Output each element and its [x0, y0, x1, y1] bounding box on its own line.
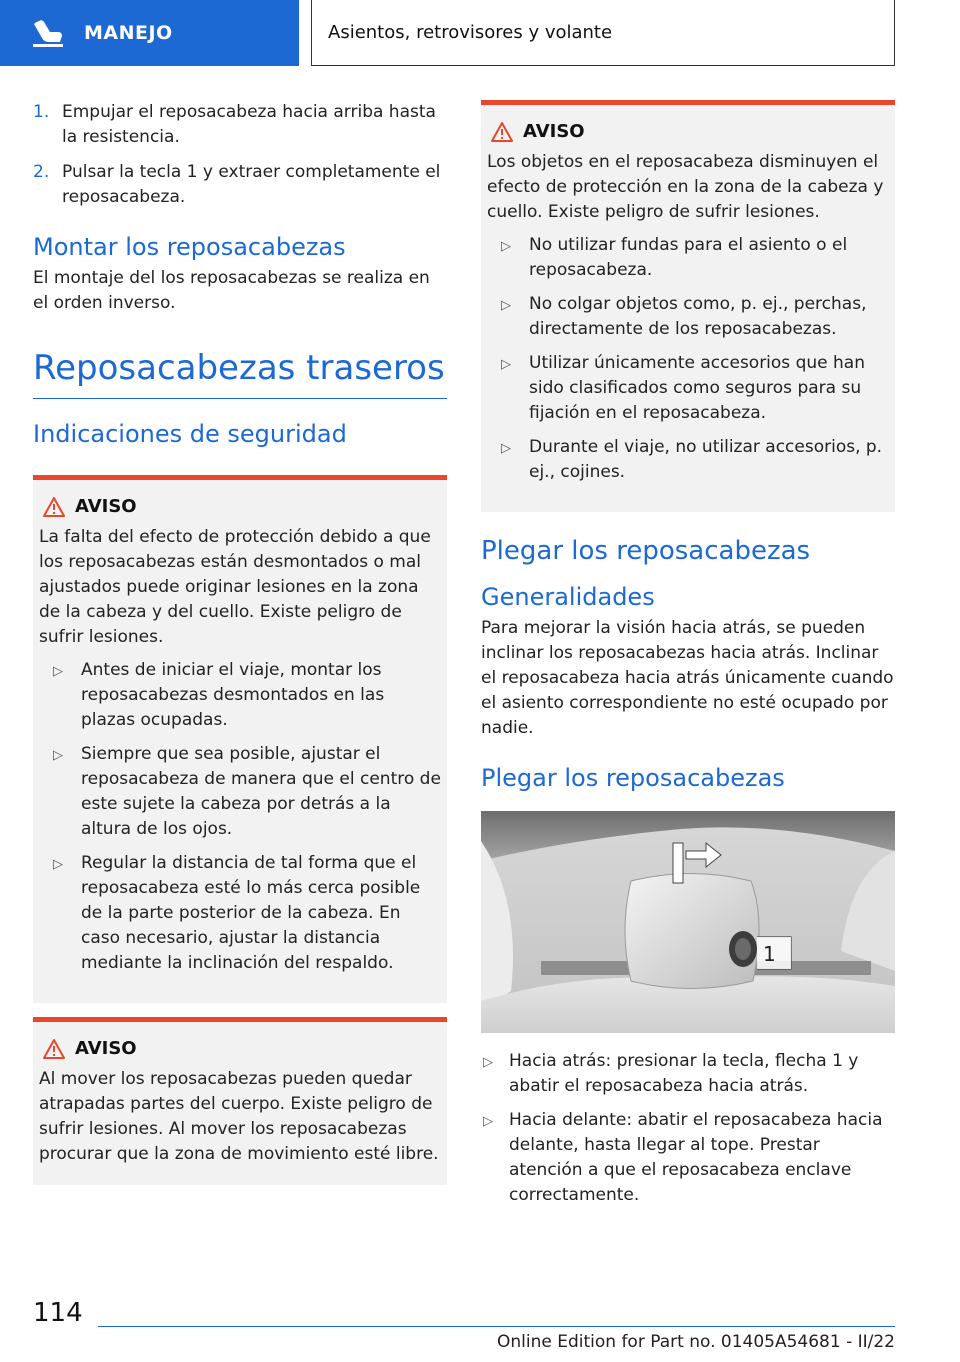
bullet-triangle-icon: ▷	[501, 239, 511, 254]
warning-box-2	[33, 1017, 447, 1185]
list-item-text: Hacia atrás: presionar la tecla, flecha 1 y abatir el reposacabeza hacia atrás.	[509, 1051, 859, 1096]
breadcrumb-box	[311, 0, 895, 66]
step-2	[33, 160, 447, 210]
step-text: Pulsar la tecla 1 y extraer completamente el reposacabeza.	[62, 162, 441, 207]
right-column	[481, 100, 895, 1217]
list-item	[481, 1049, 895, 1099]
warning-body: La falta del efecto de protección debido a que los reposacabezas están desmontados o mal ajustados puede originar lesiones en la zona de la cabeza y del cuello. Existe peligro de sufrir lesiones.	[39, 527, 431, 647]
warning-body: Al mover los reposacabezas pueden quedar atrapadas partes del cuerpo. Existe peligro de sufrir lesiones. Al mover los reposacabezas procurar que la zona de movimiento esté libre.	[39, 1069, 439, 1164]
page-number: 114	[33, 1298, 83, 1328]
bullet-triangle-icon: ▷	[53, 748, 63, 763]
warning-list	[39, 658, 441, 976]
bullet-triangle-icon: ▷	[483, 1055, 493, 1070]
list-item-text: Utilizar únicamente accesorios que han sido clasificados como seguros para su fijación en el reposacabeza.	[529, 353, 865, 423]
breadcrumb: Asientos, retrovisores y volante	[328, 22, 613, 43]
list-item	[487, 292, 889, 342]
warning-triangle-icon	[43, 1039, 65, 1059]
warning-label: AVISO	[75, 496, 137, 517]
step-text: Empujar el reposacabeza hacia arriba hasta la resistencia.	[62, 102, 436, 147]
list-item	[487, 435, 889, 485]
bullet-triangle-icon: ▷	[501, 441, 511, 456]
plegar-subheading: Plegar los reposacabezas	[481, 764, 785, 792]
safety-heading: Indicaciones de seguridad	[33, 420, 347, 448]
bullet-triangle-icon: ▷	[53, 857, 63, 872]
list-item	[39, 851, 441, 976]
general-heading: Generalidades	[481, 583, 655, 611]
footer-divider	[98, 1326, 895, 1327]
step-1	[33, 100, 447, 150]
general-text: Para mejorar la visión hacia atrás, se pueden inclinar los reposacabezas hacia atrás. Inclinar el reposacabeza hacia atrás únicamente cuando el asiento correspondiente no esté ocupado por nadie.	[481, 618, 894, 738]
page-title: Reposacabezas traseros	[33, 346, 447, 399]
list-item-text: Hacia delante: abatir el reposacabeza hacia delante, hasta llegar al tope. Prestar atención a que el reposacabeza enclave correctamente.	[509, 1110, 883, 1205]
step-number: 2.	[33, 162, 50, 182]
montar-heading: Montar los reposacabezas	[33, 233, 346, 261]
list-item-text: Siempre que sea posible, ajustar el reposacabeza de manera que el centro de este sujete la cabeza por detrás a la altura de los ojos.	[81, 744, 441, 839]
warning-label: AVISO	[75, 1038, 137, 1059]
list-item	[39, 742, 441, 842]
list-item	[39, 658, 441, 733]
headrest-figure	[481, 811, 895, 1033]
list-item-text: Regular la distancia de tal forma que el reposacabeza esté lo más cerca posible de la parte posterior de la cabeza. En caso necesario, ajustar la distancia mediante la inclinación del respaldo.	[81, 853, 421, 973]
edition-text: Online Edition for Part no. 01405A54681 - II/22	[496, 1332, 895, 1352]
bullet-triangle-icon: ▷	[501, 298, 511, 313]
warning-title	[491, 121, 889, 142]
warning-label: AVISO	[523, 121, 585, 142]
warning-list	[487, 233, 889, 485]
section-title: MANEJO	[84, 22, 173, 44]
warning-box-1	[33, 475, 447, 1003]
steering-hand-icon	[30, 13, 76, 53]
warning-title	[43, 496, 441, 517]
list-item	[487, 233, 889, 283]
list-item	[481, 1108, 895, 1208]
step-number: 1.	[33, 102, 50, 122]
warning-body: Los objetos en el reposacabeza disminuyen el efecto de protección en la zona de la cabeza y cuello. Existe peligro de sufrir lesiones.	[487, 152, 884, 222]
list-item-text: Durante el viaje, no utilizar accesorios, p. ej., cojines.	[529, 437, 883, 482]
warning-triangle-icon	[491, 122, 513, 142]
bullet-triangle-icon: ▷	[501, 357, 511, 372]
warning-title	[43, 1038, 441, 1059]
warning-box-3	[481, 100, 895, 512]
bullet-triangle-icon: ▷	[53, 664, 63, 679]
warning-triangle-icon	[43, 497, 65, 517]
figure-callout: 1	[763, 942, 776, 966]
montar-text: El montaje del los reposacabezas se realiza en el orden inverso.	[33, 268, 430, 313]
plegar-heading: Plegar los reposacabezas	[481, 536, 811, 566]
list-item-text: No utilizar fundas para el asiento o el reposacabeza.	[529, 235, 848, 280]
bullet-triangle-icon: ▷	[483, 1114, 493, 1129]
list-item	[487, 351, 889, 426]
list-item-text: No colgar objetos como, p. ej., perchas, directamente de los reposacabezas.	[529, 294, 867, 339]
headrest-illustration	[481, 811, 895, 1033]
list-item-text: Antes de iniciar el viaje, montar los reposacabezas desmontados en las plazas ocupadas.	[81, 660, 385, 730]
plegar-list	[481, 1049, 895, 1208]
section-tab	[0, 0, 299, 66]
left-column	[33, 100, 447, 1185]
